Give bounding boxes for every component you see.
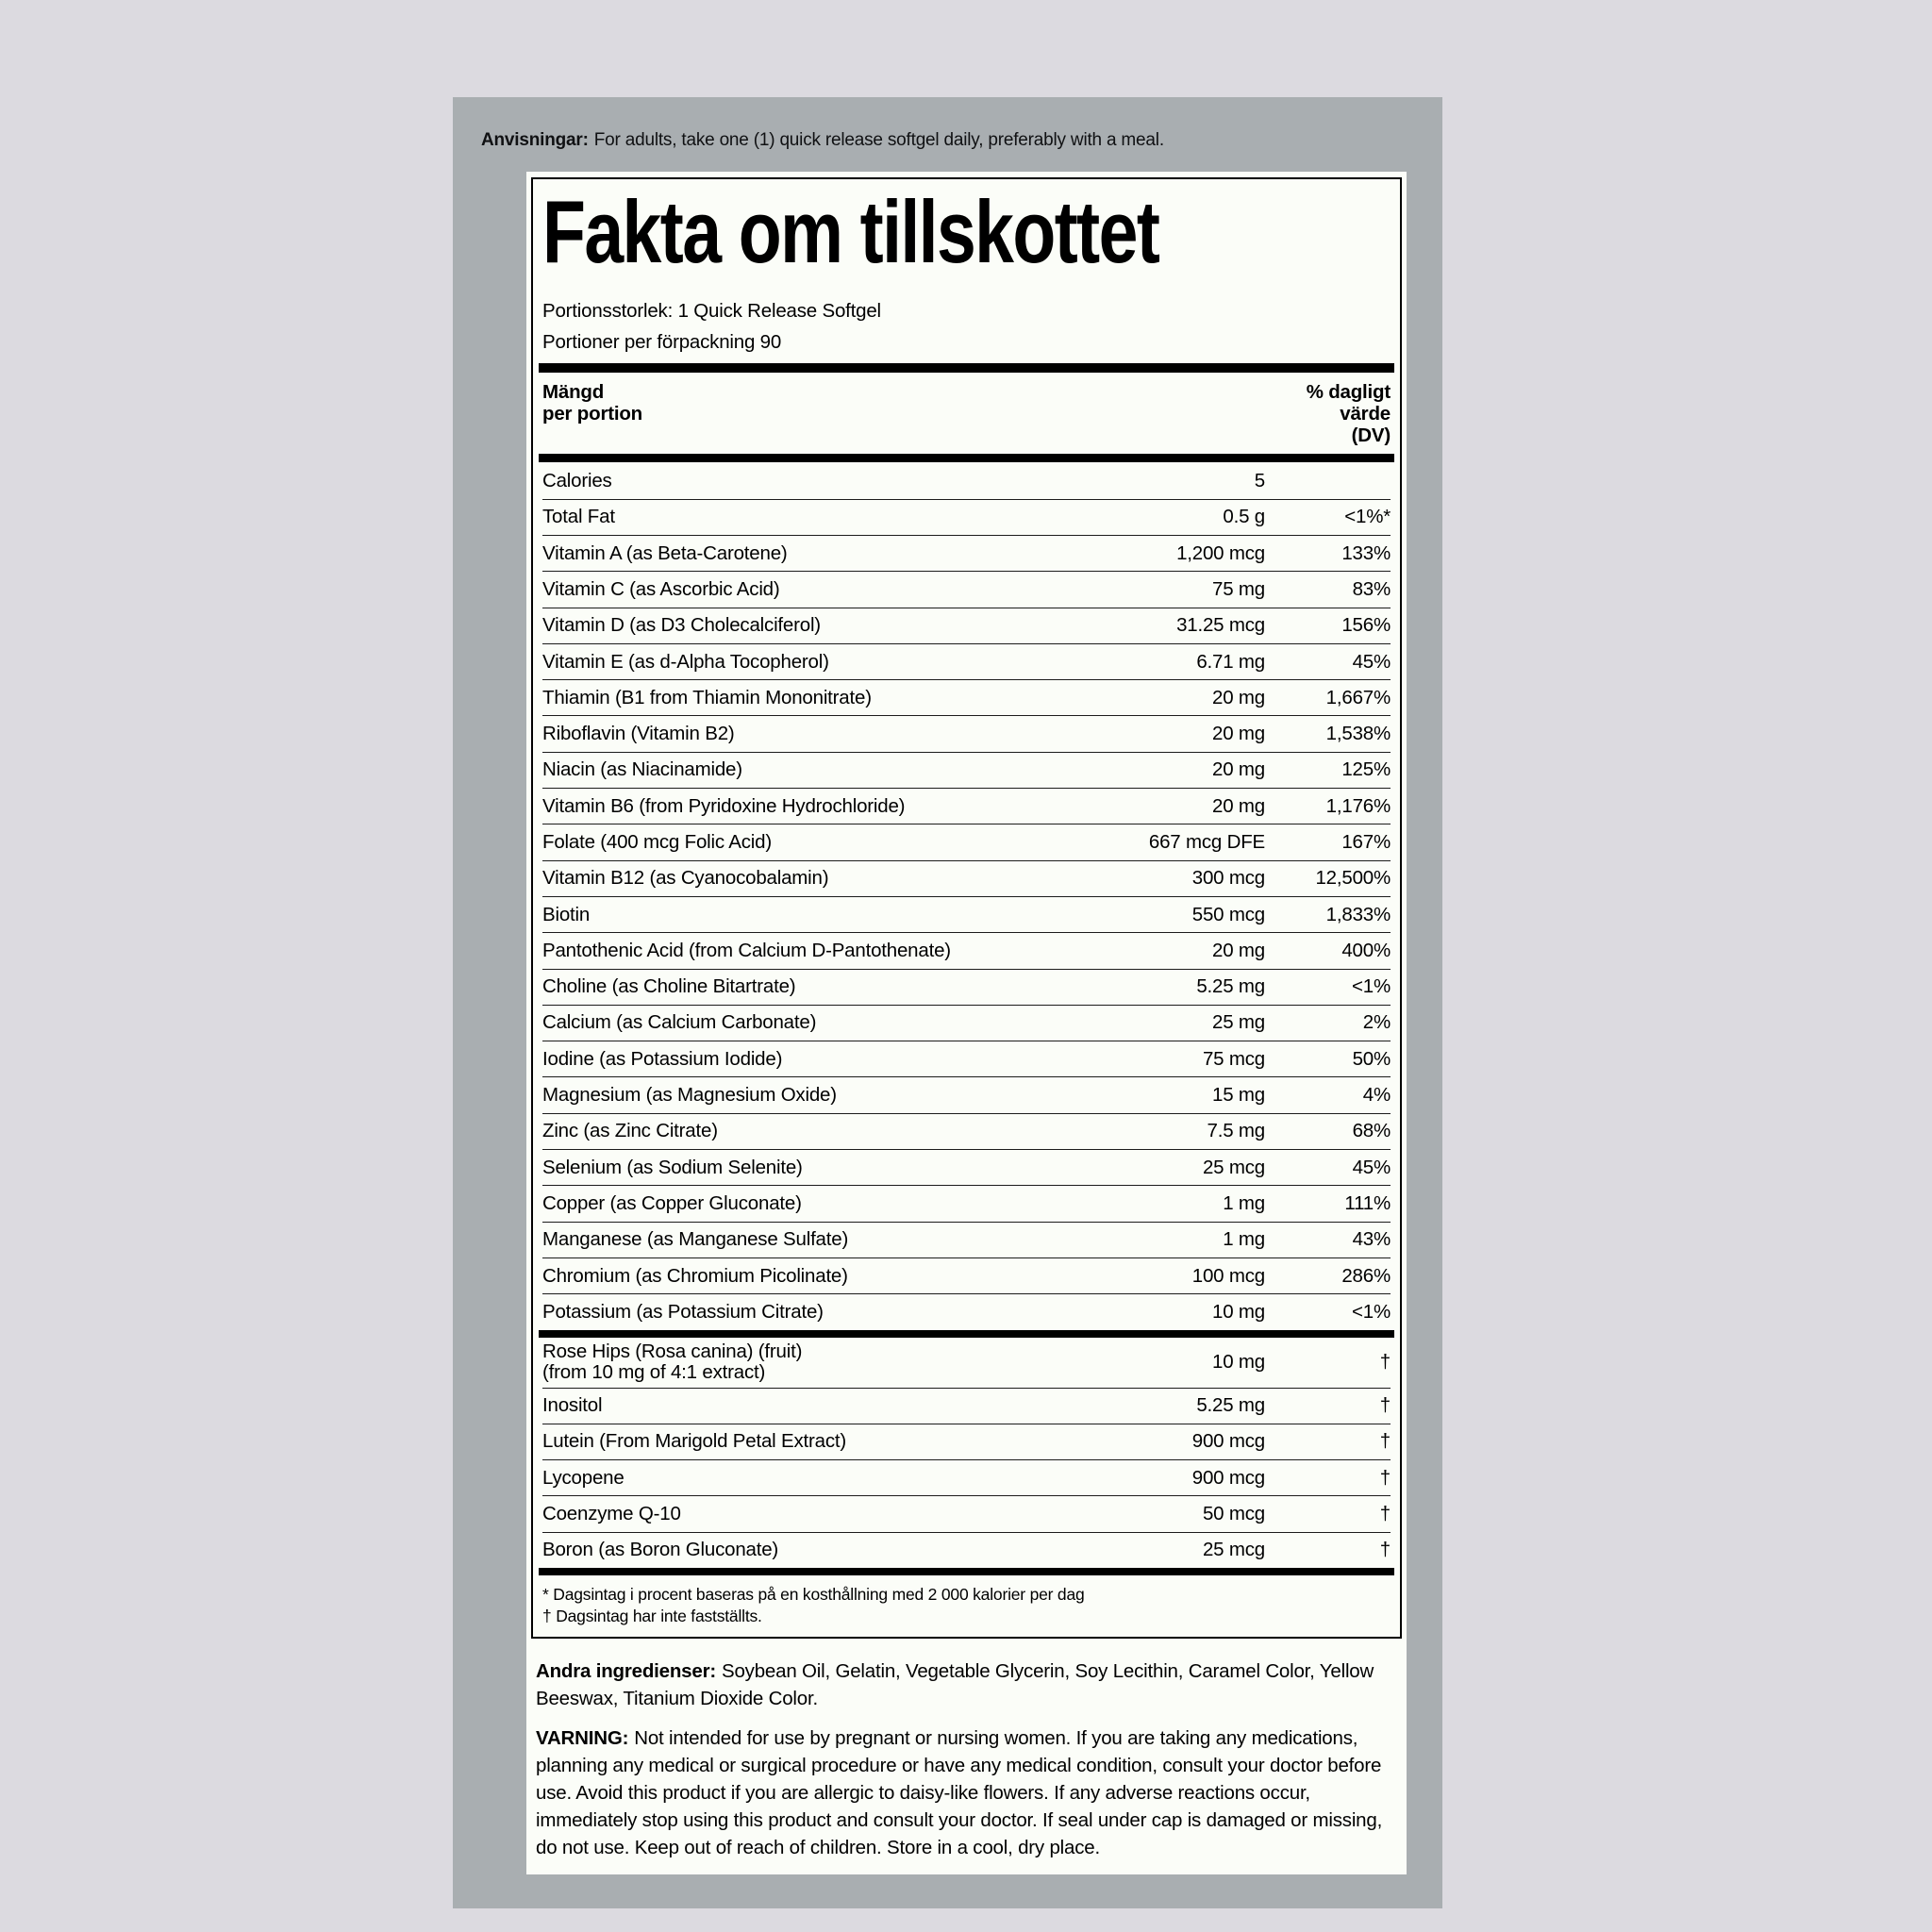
header-amount-line2: per portion [542, 403, 642, 425]
nutrient-name: Pantothenic Acid (from Calcium D-Pantothenate) [542, 939, 951, 961]
amount-value: 900 mcg [1191, 1430, 1265, 1453]
nutrient-name: Coenzyme Q-10 [542, 1503, 681, 1525]
amount-value: 7.5 mg [1207, 1120, 1265, 1142]
amount-value: 667 mcg DFE [1148, 831, 1265, 853]
table-header [542, 373, 1391, 454]
facts-title: Fakta om tillskottet [542, 182, 1159, 281]
footnotes [542, 1575, 1391, 1627]
amount-value: 20 mg [1212, 723, 1265, 745]
amount-value: 300 mcg [1191, 867, 1265, 890]
nutrient-name: Riboflavin (Vitamin B2) [542, 723, 735, 745]
dv-value: † [1379, 1351, 1391, 1374]
amount-value: 0.5 g [1223, 506, 1265, 528]
table-row [542, 896, 1391, 932]
divider-bar-header [539, 454, 1394, 462]
table-row [542, 571, 1391, 607]
other-ingredients-lead: Andra ingredienser: [536, 1660, 716, 1682]
table-row [542, 643, 1391, 679]
table-row [542, 608, 1391, 643]
amount-value: 10 mg [1212, 1300, 1265, 1323]
dv-value: 4% [1362, 1084, 1391, 1107]
table-row [542, 1041, 1391, 1076]
label-gray-panel [453, 97, 1442, 1908]
nutrient-name: Calories [542, 469, 612, 491]
amount-value: 1,200 mcg [1176, 541, 1265, 564]
dv-value: † [1379, 1539, 1391, 1561]
serving-size-line: Portionsstorlek: 1 Quick Release Softgel [542, 300, 881, 323]
dv-value: <1% [1351, 975, 1391, 998]
amount-value: 25 mcg [1202, 1156, 1265, 1178]
table-row [542, 752, 1391, 788]
dv-value: <1% [1351, 1300, 1391, 1323]
amount-value: 75 mcg [1202, 1047, 1265, 1070]
header-dv-line3: (DV) [1351, 425, 1391, 447]
table-row [542, 1459, 1391, 1495]
other-ingredients-text: Soybean Oil, Gelatin, Vegetable Glycerin, Soy Lecithin, Caramel Color, Yellow Beeswax, Titanium Dioxide Color. [536, 1660, 1374, 1709]
warning-paragraph [536, 1724, 1397, 1861]
nutrient-name: Vitamin B12 (as Cyanocobalamin) [542, 867, 829, 890]
table-row [542, 824, 1391, 859]
nutrient-name: Inositol [542, 1394, 603, 1417]
dv-value: † [1379, 1394, 1391, 1417]
table-row [542, 1185, 1391, 1221]
table-row [542, 1293, 1391, 1329]
dv-value: 43% [1352, 1228, 1391, 1251]
nutrient-name-line1: Rose Hips (Rosa canina) (fruit) [542, 1341, 803, 1363]
nutrient-name-line2: (from 10 mg of 4:1 extract) [542, 1361, 766, 1384]
amount-value: 25 mg [1212, 1011, 1265, 1034]
header-amount-line1: Mängd [542, 381, 605, 404]
dv-value: <1%* [1344, 506, 1391, 528]
table-row [542, 1338, 1391, 1388]
table-row [542, 932, 1391, 968]
divider-bar-minerals-end [539, 1330, 1394, 1338]
nutrient-name: Total Fat [542, 506, 615, 528]
amount-value: 5.25 mg [1196, 1394, 1265, 1417]
nutrient-name: Boron (as Boron Gluconate) [542, 1539, 779, 1561]
directions-line [481, 128, 1424, 152]
nutrient-name: Potassium (as Potassium Citrate) [542, 1300, 824, 1323]
table-row [542, 1532, 1391, 1568]
header-dv-line1: % dagligt [1306, 381, 1391, 404]
nutrient-name: Copper (as Copper Gluconate) [542, 1191, 802, 1214]
table-row [542, 535, 1391, 571]
divider-bar-bottom [539, 1568, 1394, 1575]
servings-per-container-line: Portioner per förpackning 90 [542, 331, 782, 354]
nutrient-name: Biotin [542, 903, 591, 925]
dv-value: 1,833% [1325, 903, 1391, 925]
amount-value: 31.25 mcg [1176, 614, 1265, 637]
nutrient-name: Folate (400 mcg Folic Acid) [542, 831, 772, 853]
directions-lead: Anvisningar: [481, 130, 589, 150]
nutrient-rows [542, 462, 1391, 1568]
amount-value: 1 mg [1223, 1191, 1265, 1214]
nutrient-name: Thiamin (B1 from Thiamin Mononitrate) [542, 686, 872, 708]
amount-value: 15 mg [1212, 1084, 1265, 1107]
supplement-label [526, 172, 1407, 1874]
header-amount [542, 381, 642, 425]
header-dv [1307, 381, 1391, 446]
directions-text: For adults, take one (1) quick release softgel daily, preferably with a meal. [593, 130, 1164, 150]
table-row [542, 1388, 1391, 1424]
amount-value: 50 mcg [1202, 1503, 1265, 1525]
table-row [542, 715, 1391, 751]
nutrient-name: Vitamin C (as Ascorbic Acid) [542, 577, 780, 600]
table-row [542, 499, 1391, 535]
dv-value: 1,667% [1325, 686, 1391, 708]
nutrient-name: Zinc (as Zinc Citrate) [542, 1120, 718, 1142]
amount-value: 1 mg [1223, 1228, 1265, 1251]
amount-value: 25 mcg [1202, 1539, 1265, 1561]
table-row [542, 1257, 1391, 1293]
nutrient-name: Vitamin B6 (from Pyridoxine Hydrochloride) [542, 794, 906, 817]
amount-value: 75 mg [1212, 577, 1265, 600]
dv-value: 83% [1352, 577, 1391, 600]
nutrient-name: Vitamin A (as Beta-Carotene) [542, 541, 788, 564]
table-row [542, 1076, 1391, 1112]
amount-value: 20 mg [1212, 758, 1265, 781]
table-row [542, 1113, 1391, 1149]
footnote-not-established: † Dagsintag har inte fastställts. [542, 1607, 762, 1625]
nutrient-name: Calcium (as Calcium Carbonate) [542, 1011, 817, 1034]
dv-value: 68% [1352, 1120, 1391, 1142]
dv-value: 1,538% [1325, 723, 1391, 745]
amount-value: 20 mg [1212, 794, 1265, 817]
nutrient-name [542, 1341, 1076, 1383]
footnote-daily-value: * Dagsintag i procent baseras på en kosthållning med 2 000 kalorier per dag [542, 1585, 1085, 1604]
table-row [542, 1222, 1391, 1257]
nutrient-name: Iodine (as Potassium Iodide) [542, 1047, 783, 1070]
dv-value: 133% [1341, 541, 1391, 564]
dv-value: 2% [1362, 1011, 1391, 1034]
dv-value: † [1379, 1430, 1391, 1453]
nutrient-name: Manganese (as Manganese Sulfate) [542, 1228, 849, 1251]
amount-value: 5 [1254, 469, 1265, 491]
amount-value: 10 mg [1212, 1351, 1265, 1374]
nutrient-name: Vitamin D (as D3 Cholecalciferol) [542, 614, 821, 637]
amount-value: 550 mcg [1191, 903, 1265, 925]
amount-value: 20 mg [1212, 686, 1265, 708]
dv-value: 50% [1352, 1047, 1391, 1070]
warning-text: Not intended for use by pregnant or nursing women. If you are taking any medications, planning any medical or surgical procedure or have any medical condition, consult your doctor before use. Avoid this product if you are allergic to daisy-like flowers. If any adverse reactions occur, immediately stop using this product and consult your doctor. If seal under cap is damaged or missing, do not use. Keep out of reach of children. Store in a cool, dry place. [536, 1727, 1383, 1858]
dv-value: 125% [1341, 758, 1391, 781]
nutrient-name: Vitamin E (as d-Alpha Tocopherol) [542, 650, 829, 673]
dv-value: 12,500% [1315, 867, 1391, 890]
table-row [542, 860, 1391, 896]
nutrient-name: Lutein (From Marigold Petal Extract) [542, 1430, 847, 1453]
dv-value: 111% [1344, 1191, 1391, 1214]
amount-value: 900 mcg [1191, 1466, 1265, 1489]
nutrient-name: Selenium (as Sodium Selenite) [542, 1156, 803, 1178]
dv-value: 156% [1341, 614, 1391, 637]
divider-bar-top [539, 363, 1394, 373]
dv-value: 167% [1341, 831, 1391, 853]
dv-value: 45% [1352, 1156, 1391, 1178]
table-row [542, 462, 1391, 498]
header-dv-line2: värde [1340, 403, 1391, 425]
table-row [542, 1005, 1391, 1041]
dv-value: † [1379, 1503, 1391, 1525]
dv-value: 1,176% [1325, 794, 1391, 817]
amount-value: 100 mcg [1191, 1264, 1265, 1287]
amount-value: 20 mg [1212, 939, 1265, 961]
dv-value: 400% [1341, 939, 1391, 961]
dv-value: 286% [1341, 1264, 1391, 1287]
nutrient-name: Lycopene [542, 1466, 625, 1489]
other-ingredients [536, 1657, 1397, 1712]
table-row [542, 788, 1391, 824]
nutrient-name: Niacin (as Niacinamide) [542, 758, 742, 781]
table-row [542, 679, 1391, 715]
amount-value: 6.71 mg [1196, 650, 1265, 673]
amount-value: 5.25 mg [1196, 975, 1265, 998]
table-row [542, 969, 1391, 1005]
nutrient-name: Magnesium (as Magnesium Oxide) [542, 1084, 837, 1107]
table-row [542, 1424, 1391, 1459]
warning-lead: VARNING: [536, 1727, 629, 1749]
nutrient-name: Chromium (as Chromium Picolinate) [542, 1264, 848, 1287]
table-row [542, 1495, 1391, 1531]
nutrient-name: Choline (as Choline Bitartrate) [542, 975, 796, 998]
dv-value: † [1379, 1466, 1391, 1489]
table-row [542, 1149, 1391, 1185]
supplement-facts-box [531, 177, 1402, 1639]
dv-value: 45% [1352, 650, 1391, 673]
